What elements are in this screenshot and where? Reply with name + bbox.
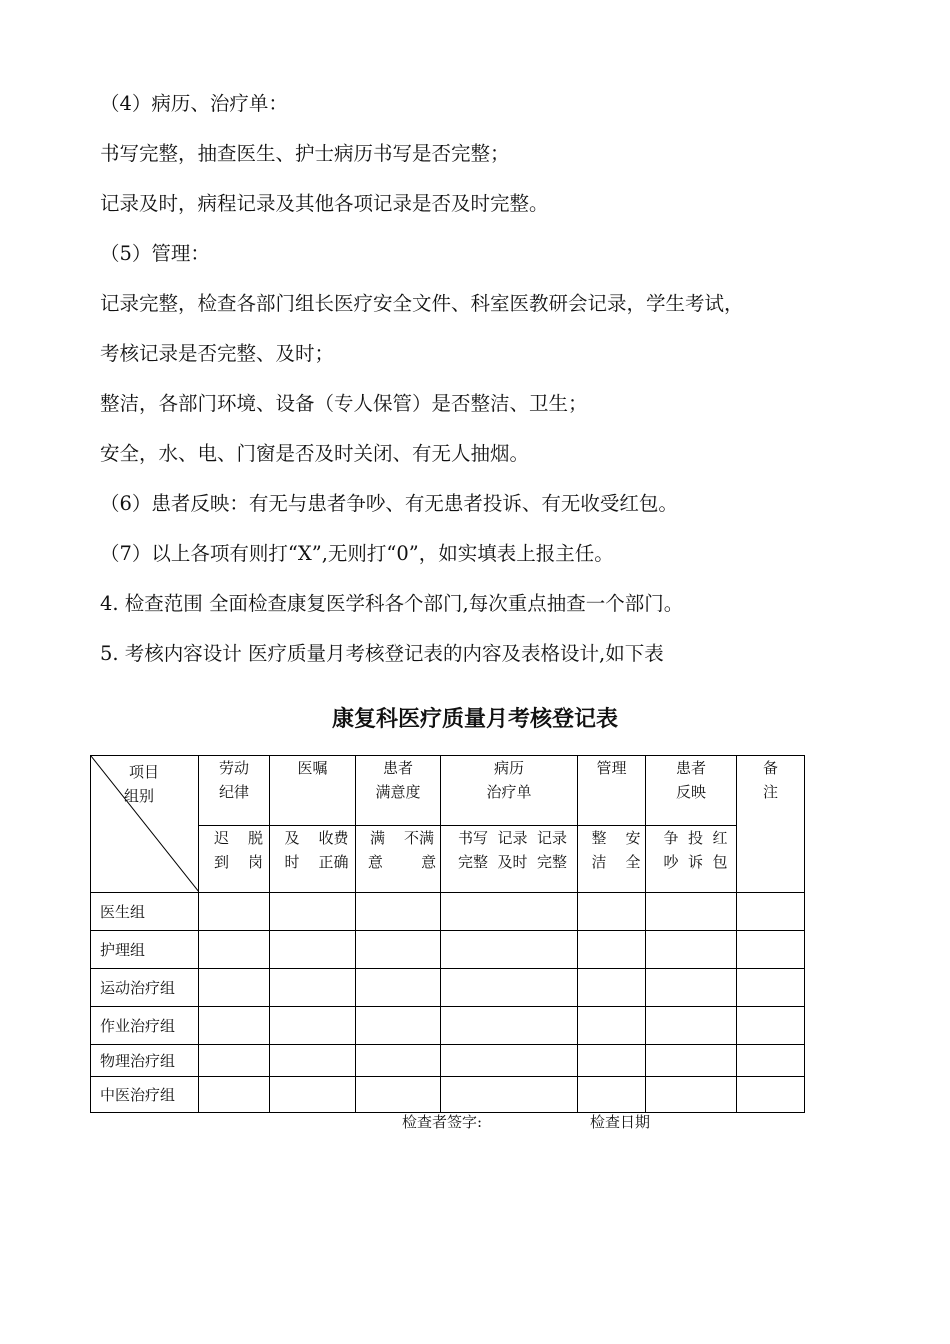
group-label: 作业治疗组 [91,1007,199,1045]
table-row [91,931,805,969]
table-row [91,1045,805,1077]
header-orders [270,756,356,826]
header-labor [199,756,270,826]
table-cell[interactable] [356,893,441,931]
subheader-orders-line2: 时 正确 [284,852,349,871]
corner-top-label: 项目 [129,763,160,781]
table-cell[interactable] [270,931,356,969]
table-cell[interactable] [441,1045,578,1077]
table-cell[interactable] [737,893,805,931]
header-satisfaction-line2: 满意度 [375,783,421,801]
table-cell[interactable] [356,1007,441,1045]
date-label: 检查日期 [590,1113,651,1131]
header-satisfaction-line1: 患者 [382,759,413,777]
group-label: 中医治疗组 [91,1077,199,1113]
subheader-feedback-line2: 吵 诉 包 [663,852,728,871]
header-remarks [737,756,805,893]
table-cell[interactable] [646,969,737,1007]
header-remarks-line2: 注 [762,783,778,801]
paragraph-8: 安全，水、电、门窗是否及时关闭、有无人抽烟。 [100,442,530,465]
header-satisfaction [356,756,441,826]
table-cell[interactable] [578,1007,646,1045]
table-cell[interactable] [646,1007,737,1045]
paragraph-1: （4）病历、治疗单： [100,92,288,115]
table-cell[interactable] [441,1007,578,1045]
subheader-labor-line1: 迟 脱 [213,828,264,847]
table-cell[interactable] [578,1045,646,1077]
subheader-labor-line2: 到 岗 [213,852,264,871]
header-remarks-line1: 备 [762,759,778,777]
signature-label: 检查者签字: [402,1113,483,1131]
subheader-feedback-line1: 争 投 红 [663,828,728,847]
subheader-records-line1: 书写 记录 记录 [457,828,568,847]
paragraph-3: 记录及时，病程记录及其他各项记录是否及时完整。 [100,192,549,215]
paragraph-5: 记录完整，检查各部门组长医疗安全文件、科室医教研会记录，学生考试， [100,292,744,315]
table-cell[interactable] [270,969,356,1007]
table-cell[interactable] [646,1045,737,1077]
header-feedback-line2: 反映 [675,783,706,801]
table-cell[interactable] [737,931,805,969]
header-labor-line2: 纪律 [218,783,249,801]
table-cell[interactable] [199,893,270,931]
table-title: 康复科医疗质量月考核登记表 [331,707,618,732]
table-cell[interactable] [578,893,646,931]
header-management-line1: 管理 [596,759,627,777]
table-cell[interactable] [578,931,646,969]
paragraph-7: 整洁，各部门环境、设备（专人保管）是否整洁、卫生； [100,392,588,415]
table-cell[interactable] [578,969,646,1007]
table-cell[interactable] [270,1007,356,1045]
subheader-satisfaction-line2: 意 意 [367,852,437,871]
table-cell[interactable] [356,1045,441,1077]
table-cell[interactable] [441,969,578,1007]
table-cell[interactable] [356,931,441,969]
paragraph-9: （6）患者反映：有无与患者争吵、有无患者投诉、有无收受红包。 [100,492,678,515]
paragraph-12: 5. 考核内容设计 医疗质量月考核登记表的内容及表格设计,如下表 [100,642,664,665]
subheader-records-line2: 完整 及时 完整 [457,852,568,871]
table-cell[interactable] [199,931,270,969]
table-cell[interactable] [441,1077,578,1113]
table-row [91,1007,805,1045]
header-records [441,756,578,826]
table-cell[interactable] [199,969,270,1007]
table-row [91,969,805,1007]
registration-table [90,755,805,1113]
paragraph-4: （5）管理： [100,242,210,265]
header-feedback [646,756,737,826]
table-row [91,893,805,931]
paragraph-6: 考核记录是否完整、及时； [100,342,335,365]
subheader-management-line1: 整 安 [591,828,641,847]
header-orders-line1: 医嘱 [297,759,328,777]
table-cell[interactable] [199,1045,270,1077]
table-row [91,1077,805,1113]
subheader-satisfaction [356,825,441,893]
header-row [91,756,805,826]
subheader-orders-line1: 及 收费 [284,828,349,847]
table-cell[interactable] [737,1007,805,1045]
subheader-labor [199,825,270,893]
table-cell[interactable] [737,1077,805,1113]
header-feedback-line1: 患者 [675,759,706,777]
table-cell[interactable] [578,1077,646,1113]
table-cell[interactable] [199,1007,270,1045]
paragraph-11: 4. 检查范围 全面检查康复医学科各个部门,每次重点抽查一个部门。 [100,592,684,615]
corner-bottom-label: 组别 [124,787,155,805]
corner-cell [91,756,199,893]
table-cell[interactable] [646,931,737,969]
group-label: 物理治疗组 [91,1045,199,1077]
paragraph-2: 书写完整，抽查医生、护士病历书写是否完整； [100,142,510,165]
table-cell[interactable] [737,969,805,1007]
subheader-feedback [646,825,737,893]
table-cell[interactable] [356,969,441,1007]
subheader-management [578,825,646,893]
subheader-orders [270,825,356,893]
table-cell[interactable] [270,1077,356,1113]
table-cell[interactable] [356,1077,441,1113]
header-records-line1: 病历 [493,759,524,777]
header-management [578,756,646,826]
table-cell[interactable] [646,893,737,931]
group-label: 护理组 [91,931,199,969]
table-cell[interactable] [270,1045,356,1077]
subheader-satisfaction-line1: 满 不满 [369,828,435,847]
table-cell[interactable] [270,893,356,931]
subheader-records [441,825,578,893]
group-label: 医生组 [91,893,199,931]
header-records-line2: 治疗单 [486,783,532,801]
paragraph-10: （7）以上各项有则打“X”,无则打“0”，如实填表上报主任。 [100,542,614,565]
header-labor-line1: 劳动 [218,759,249,777]
table-cell[interactable] [441,931,578,969]
subheader-management-line2: 洁 全 [591,852,641,871]
table-cell[interactable] [441,893,578,931]
table-cell[interactable] [646,1077,737,1113]
table-cell[interactable] [737,1045,805,1077]
table-cell[interactable] [199,1077,270,1113]
group-label: 运动治疗组 [91,969,199,1007]
